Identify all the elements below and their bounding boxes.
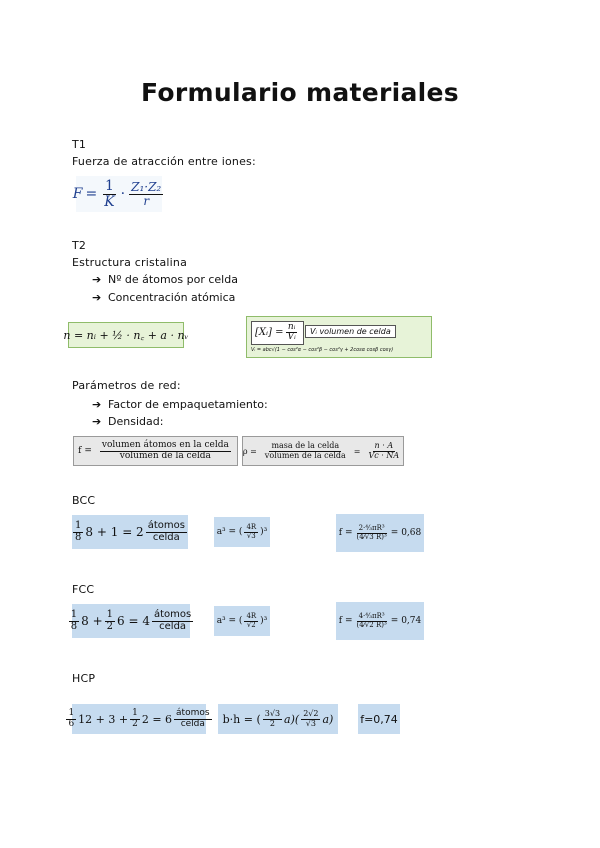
fraction-1-k [102,179,116,209]
arrow-right-icon: ➔ [92,291,102,304]
fraction-4r-root3 [244,524,258,540]
concentration-formula [251,321,304,345]
fraction-ni-vi [286,323,298,343]
fcc-sum-2: 6 = 4 [117,614,150,628]
packing-lhs: f = [338,616,353,626]
fraction-1-2 [105,610,115,632]
arrow-right-icon: ➔ [92,273,102,286]
denominator: Vc · NA [368,450,400,460]
denominator: √3 [246,531,256,540]
t2-label: Estructura cristalina [72,256,188,269]
numerator: átomos [153,609,192,620]
fraction-4r-root2 [244,613,258,629]
section-heading-fcc: FCC [72,583,95,596]
numerator: 1 [75,520,82,531]
cell-volume-formula: Vᵢ = abc√(1 − cos²α − cos²β − cos²γ + 2cosα cosβ cosγ) [251,347,394,353]
section-heading-hcp: HCP [72,672,96,685]
fcc-atoms-equation [72,604,190,638]
hcp-atoms-equation [68,704,210,734]
arrow-right-icon: ➔ [92,398,102,411]
denominator: 8 [70,620,78,632]
numerator: 1 [132,708,138,719]
arrow-right-icon: ➔ [92,415,102,428]
numerator: 1 [104,177,114,194]
fcc-sum-1: 8 + [81,614,103,628]
eq-symbol-f: F [72,186,83,202]
bcc-lattice-equation [214,517,270,547]
numerator: volumen átomos en la celda [101,440,229,451]
section-heading-t2: T2 [72,239,87,252]
lattice-lhs: a³ = ( [216,616,243,626]
numerator: 3√3 [264,709,281,719]
lattice-rhs: )³ [260,527,268,537]
eq-sign: = [353,446,361,456]
denominator: celda [152,531,180,543]
fcc-lattice-equation [214,606,270,636]
denominator: volumen de la celda [119,450,211,461]
numerator: 2·⁴⁄₃πR³ [358,524,385,533]
fraction-atoms-cell [146,521,187,543]
fraction-1-8 [69,610,79,632]
denominator: volumen de la celda [264,450,346,460]
fraction-1-2 [130,709,140,729]
hcp-sum-1: 12 + 3 + [78,712,129,726]
fcc-packing-equation [336,602,424,640]
bcc-atoms-equation [72,515,188,549]
denominator: 6 [68,718,75,729]
atomic-concentration-equation [246,316,432,358]
denominator: celda [159,620,187,632]
fraction-1-6 [66,709,76,729]
list-item-label: Nº de átomos por celda [108,273,238,286]
list-item [92,291,235,304]
area-mid: a)( [284,712,300,726]
list-item [92,398,268,411]
denominator: K [104,193,115,210]
denominator: √2 [246,620,256,629]
packing-result: = 0,68 [390,528,422,538]
numerator: 4·⁴⁄₃πR³ [358,612,385,621]
fraction-3root3-2 [263,710,282,728]
force-equation [72,176,162,212]
numerator: n · A [374,441,394,451]
concentration-lhs: [Xᵢ] = [255,327,284,339]
packing-result: = 0,74 [390,616,422,626]
denominator: Vᵢ [287,332,296,343]
fraction-volume [100,441,231,461]
denominator: 2 [132,718,138,729]
denominator: 2 [106,620,114,632]
packing-lhs: f = [338,528,353,538]
numerator: Z₁·Z₂ [131,179,162,194]
packing-factor-equation [73,436,238,466]
lattice-lhs: a³ = ( [216,527,243,537]
density-equation [242,436,404,466]
bcc-packing-equation [336,514,424,552]
hcp-packing-equation: f=0,74 [358,704,400,734]
fraction-2root2-root3 [301,710,320,728]
list-item-label: Factor de empaquetamiento: [108,398,268,411]
area-lhs: b·h = ( [222,712,261,726]
fraction-packing [354,525,388,541]
list-item [92,415,163,428]
fraction-packing [354,613,388,629]
hcp-area-equation [218,704,338,734]
numerator: 2√2 [303,709,319,719]
packing-factor-lhs: f = [78,446,92,456]
params-label: Parámetros de red: [72,379,181,392]
numerator: átomos [147,520,185,531]
numerator: masa de la celda [271,441,340,451]
numerator: 1 [68,708,75,719]
section-heading-t1: T1 [72,138,87,151]
atoms-per-cell-equation: n = nᵢ + ½ · n꜀ + a · nᵥ [68,322,184,348]
denominator: (4⁄√3 R)³ [356,532,387,541]
denominator: 2 [269,718,275,728]
list-item-label: Densidad: [108,415,164,428]
denominator: (4⁄√2 R)³ [356,620,387,629]
bcc-sum: 8 + 1 = 2 [85,525,144,539]
hcp-sum-2: 2 = 6 [141,712,173,726]
fraction-z1z2-r [129,181,163,207]
section-heading-bcc: BCC [72,494,96,507]
fraction-mass-volume [263,442,348,460]
numerator: 1 [106,609,114,620]
denominator: √3 [305,718,316,728]
numerator: 4R [246,523,257,532]
numerator: 4R [246,612,257,621]
cell-volume-note: Vᵢ volumen de celda [305,325,396,338]
dot-operator: · [120,186,126,202]
eq-sign: = [85,186,98,202]
area-rhs: a) [322,712,334,726]
list-item [92,273,238,286]
lattice-rhs: )³ [260,616,268,626]
denominator: celda [180,718,205,729]
fraction-atoms-cell [174,709,212,729]
numerator: nᵢ [287,322,296,332]
t1-label: Fuerza de atracción entre iones: [72,155,256,168]
list-item-label: Concentración atómica [108,291,236,304]
page-title: Formulario materiales [141,78,459,107]
fraction-atoms-cell [152,610,193,632]
denominator: 8 [75,531,82,543]
denominator: r [143,193,150,208]
numerator: átomos [176,708,210,719]
density-lhs: ρ = [242,446,257,456]
numerator: 1 [70,609,78,620]
fraction-nA-vcNA [367,442,402,460]
fraction-1-8 [73,521,83,543]
